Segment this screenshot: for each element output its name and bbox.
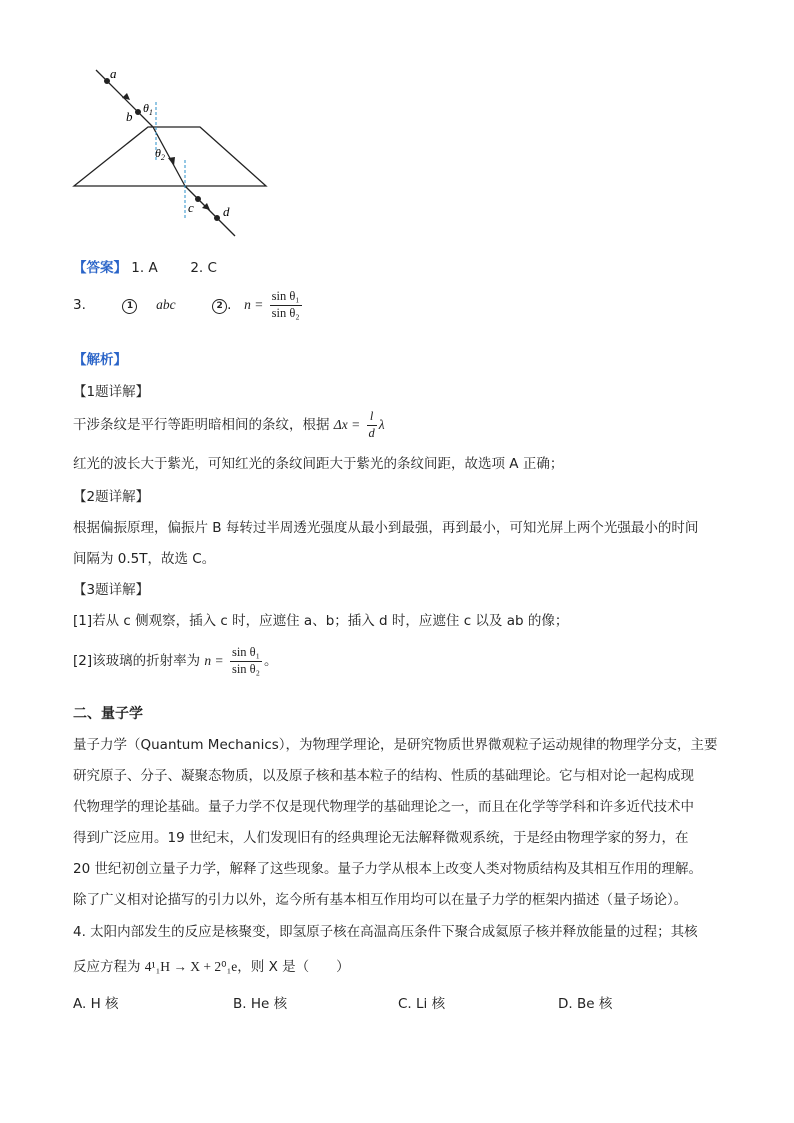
fraction-denominator: sin θ₂	[231, 661, 261, 676]
answer-tag: 【答案】	[73, 260, 127, 276]
analysis-tag: 【解析】	[73, 352, 127, 368]
fraction-denominator: sin θ₂	[271, 305, 300, 320]
q4-prefix: 反应方程为	[73, 959, 141, 975]
fraction-numerator: sin θ₁	[270, 289, 302, 306]
section-title: 二、量子学	[73, 706, 143, 722]
analysis-p3a: [1]若从 c 侧观察，插入 c 时，应遮住 a、b；插入 d 时，应遮住 c 以及 ab 的像；	[73, 613, 569, 629]
answer-2: 2. C	[190, 260, 217, 276]
section-line: 得到广泛应用。19 世纪末，人们发现旧有的经典理论无法解释微观系统，于是经由物理学家的努力，在	[73, 830, 689, 846]
pin-d	[214, 215, 220, 221]
label-c: c	[188, 200, 194, 215]
pin-c	[195, 196, 201, 202]
pin-b	[135, 109, 141, 115]
option-b[interactable]: B. He 核	[233, 996, 288, 1012]
label-theta1: $\theta_1$	[143, 101, 153, 117]
subheading-2: 【2题详解】	[73, 489, 150, 505]
fraction-numerator: l	[367, 409, 377, 426]
section-line: 量子力学（Quantum Mechanics），为物理学理论，是研究物质世界微观粒子运动规律的物理学分支，主要	[73, 737, 718, 753]
interference-fraction	[367, 409, 377, 441]
answer-3-line	[73, 289, 304, 321]
answer-line	[73, 256, 217, 276]
answer-dot: .	[227, 297, 232, 314]
analysis-p1b: 红光的波长大于紫光，可知红光的条纹间距大于紫光的条纹间距，故选项 A 正确；	[73, 456, 564, 472]
refraction-diagram	[60, 60, 280, 245]
analysis-p1a	[73, 409, 385, 441]
question-4-line2	[73, 955, 350, 975]
label-theta2: $\theta_2$	[155, 146, 165, 162]
period: 。	[264, 653, 278, 670]
fraction-numerator: sin θ₁	[230, 645, 262, 662]
section-line: 研究原子、分子、凝聚态物质，以及原子核和基本粒子的结构、性质的基础理论。它与相对论一起构成现	[73, 768, 694, 784]
circle-2-icon: 2	[212, 299, 227, 314]
label-b: b	[126, 109, 133, 124]
circle-1-icon: 1	[122, 299, 137, 314]
n-eq: n =	[204, 653, 224, 669]
lambda: λ	[378, 417, 385, 433]
label-a: a	[110, 66, 117, 81]
analysis-p2a: 根据偏振原理，偏振片 B 每转过半周透光强度从最小到最强，再到最小，可知光屏上两个光强最小的时间	[73, 520, 699, 536]
glass-trapezoid	[74, 127, 266, 186]
answer-fraction	[270, 289, 302, 321]
answer-n-eq: n =	[244, 297, 264, 313]
answer-abc: abc	[156, 297, 176, 313]
refraction-fraction	[230, 645, 262, 677]
option-a[interactable]: A. H 核	[73, 996, 119, 1012]
option-d[interactable]: D. Be 核	[558, 996, 613, 1012]
label-d: d	[223, 204, 230, 219]
answer-3-num: 3.	[73, 297, 86, 314]
answer-1: 1. A	[131, 260, 158, 276]
question-4-line1: 4. 太阳内部发生的反应是核聚变，即氢原子核在高温高压条件下聚合成氦原子核并释放能量的过程；其核	[73, 924, 698, 940]
section-line: 20 世纪初创立量子力学，解释了这些现象。量子力学从根本上改变人类对物质结构及其相互作用的理解。	[73, 861, 702, 877]
arrow-head	[168, 157, 175, 166]
reaction-equation: 4¹₁H → X + 2⁰₁e	[144, 959, 238, 974]
analysis-p3b-text: [2]该玻璃的折射率为	[73, 653, 201, 670]
analysis-p2b: 间隔为 0.5T，故选 C。	[73, 551, 216, 567]
subheading-3: 【3题详解】	[73, 582, 150, 598]
analysis-p3b	[73, 645, 278, 677]
fraction-denominator: d	[368, 425, 375, 440]
subheading-1: 【1题详解】	[73, 384, 150, 400]
section-line: 代物理学的理论基础。量子力学不仅是现代物理学的基础理论之一，而且在化学等学科和许多近代技术中	[73, 799, 694, 815]
option-c[interactable]: C. Li 核	[398, 996, 446, 1012]
analysis-p1a-text: 干涉条纹是平行等距明暗相间的条纹，根据	[73, 417, 330, 434]
q4-suffix: ，则 X 是（ ）	[237, 959, 350, 975]
section-line: 除了广义相对论描写的引力以外，迄今所有基本相互作用均可以在量子力学的框架内描述（量子场论）。	[73, 892, 688, 908]
delta-x: Δx =	[333, 417, 361, 433]
